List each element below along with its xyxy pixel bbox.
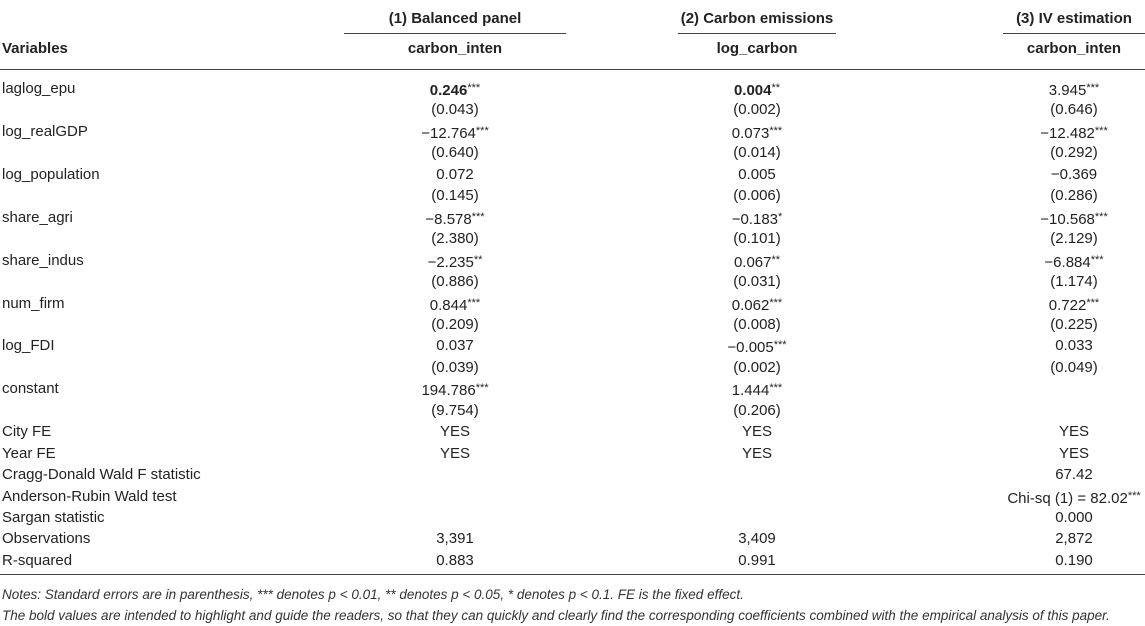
- cell-value: (2.380): [431, 230, 479, 248]
- table-row: [0, 78, 1145, 99]
- col3-cell: [1003, 250, 1145, 273]
- significance-stars: **: [473, 253, 483, 266]
- row-label: City FE: [2, 423, 52, 441]
- significance-stars: ***: [1094, 124, 1108, 137]
- col1-cell: [344, 142, 566, 163]
- col2-cell: [678, 121, 836, 144]
- table-row: [0, 250, 1145, 271]
- cell-value: 0.246: [429, 82, 468, 99]
- col3-dependent-var: carbon_inten: [1026, 40, 1122, 57]
- significance-stars: ***: [475, 124, 489, 137]
- cell-value: 0.037: [436, 337, 474, 355]
- row-label: Anderson-Rubin Wald test: [2, 487, 177, 505]
- col1-cell: [344, 378, 566, 401]
- col1-cell: [344, 207, 566, 230]
- col1-cell: [344, 228, 566, 249]
- cell-value: (0.002): [733, 101, 781, 119]
- cell-value: 0.067: [733, 253, 772, 271]
- significance-stars: **: [771, 82, 781, 94]
- significance-stars: ***: [467, 296, 481, 309]
- cell-value: −12.764: [421, 124, 476, 142]
- cell-value: 0.722: [1048, 296, 1087, 314]
- table-row: [0, 400, 1145, 421]
- col3-cell: [1003, 335, 1145, 356]
- cell-value: (0.043): [431, 101, 479, 119]
- table-row: [0, 314, 1145, 335]
- col2-cell: [678, 207, 836, 230]
- table-row: [0, 99, 1145, 120]
- table-row: [0, 121, 1145, 142]
- cell-value: YES: [741, 423, 772, 441]
- row-label: Sargan statistic: [2, 509, 105, 526]
- col3-cell: [1003, 142, 1145, 163]
- col2-cell: [678, 443, 836, 464]
- cell-value: 0.883: [436, 551, 474, 569]
- significance-stars: *: [778, 210, 783, 223]
- col3-cell: [1003, 293, 1145, 316]
- significance-stars: ***: [769, 124, 783, 137]
- significance-stars: ***: [1090, 253, 1104, 266]
- col3-title-rule: [1003, 33, 1145, 34]
- row-label: log_population: [2, 165, 100, 183]
- col3-cell: [1003, 507, 1145, 528]
- col1-cell: [344, 550, 566, 571]
- cell-value: −8.578: [425, 210, 472, 228]
- cell-value: (9.754): [431, 401, 479, 419]
- col2-title-rule: [678, 33, 836, 34]
- col2-title: (2) Carbon emissions: [680, 10, 834, 27]
- cell-value: 0.991: [738, 551, 776, 569]
- cell-value: 0.844: [429, 296, 468, 314]
- col1-cell: [344, 185, 566, 206]
- col1-cell: [344, 250, 566, 273]
- cell-value: (0.145): [431, 187, 479, 205]
- cell-value: 0.004: [733, 82, 772, 99]
- cell-value: −12.482: [1040, 124, 1095, 142]
- col3-cell: [1003, 207, 1145, 230]
- significance-stars: ***: [1086, 82, 1100, 94]
- col3-cell: [1003, 421, 1145, 442]
- col1-cell: [344, 357, 566, 378]
- cell-value: (0.886): [431, 273, 479, 291]
- significance-stars: ***: [467, 82, 481, 94]
- significance-stars: ***: [769, 296, 783, 309]
- table-row: [0, 486, 1145, 507]
- cell-value: (0.225): [1050, 315, 1098, 333]
- cell-value: YES: [741, 444, 772, 462]
- table-row: [0, 207, 1145, 228]
- significance-stars: ***: [475, 382, 489, 395]
- cell-value: 194.786: [421, 382, 476, 400]
- col1-cell: [344, 164, 566, 185]
- col2-cell: [678, 421, 836, 442]
- cell-value: (0.286): [1050, 187, 1098, 205]
- cell-value: −2.235: [427, 253, 474, 271]
- col1-cell: [344, 400, 566, 421]
- col1-cell: [344, 335, 566, 356]
- col1-dependent-var: carbon_inten: [407, 40, 503, 57]
- cell-value: −0.369: [1050, 165, 1098, 183]
- row-label: constant: [2, 380, 59, 398]
- header-row-titles: [0, 8, 1145, 29]
- cell-value: 0.190: [1055, 551, 1093, 569]
- cell-value: Chi-sq (1) = 82.02: [1007, 489, 1128, 507]
- col2-cell: [678, 400, 836, 421]
- col2-cell: [678, 78, 836, 101]
- notes-line-2: The bold values are intended to highlight and guide the readers, so that they can quickly and clearly find the corresponding coefficients combined with the empirical analysis of this paper.: [2, 608, 1110, 623]
- col2-cell: [678, 293, 836, 316]
- header-row-dependent-vars: [0, 38, 1145, 59]
- table-row: [0, 528, 1145, 549]
- header-bottom-rule: [0, 69, 1145, 70]
- col2-cell: [678, 378, 836, 401]
- cell-value: (1.174): [1050, 273, 1098, 291]
- cell-value: 67.42: [1055, 466, 1093, 484]
- cell-value: −6.884: [1044, 253, 1091, 271]
- table-row: [0, 464, 1145, 485]
- cell-value: 0.062: [731, 296, 770, 314]
- cell-value: 0.072: [436, 165, 474, 183]
- col3-cell: [1003, 486, 1145, 509]
- row-label: share_agri: [2, 208, 73, 226]
- row-label: log_realGDP: [2, 122, 88, 140]
- table-row: [0, 443, 1145, 464]
- col2-cell: [678, 528, 836, 549]
- cell-value: YES: [1058, 444, 1089, 462]
- table-row: [0, 185, 1145, 206]
- col3-title: (3) IV estimation: [1016, 10, 1132, 27]
- cell-value: (0.209): [431, 315, 479, 333]
- col1-title: (1) Balanced panel: [388, 10, 522, 27]
- table-row: [0, 507, 1145, 528]
- cell-value: (0.640): [431, 144, 479, 162]
- col2-cell: [678, 271, 836, 292]
- col3-cell: [1003, 164, 1145, 185]
- cell-value: (2.129): [1050, 230, 1098, 248]
- cell-value: (0.101): [733, 230, 781, 248]
- row-label: num_firm: [2, 294, 65, 312]
- table-row: [0, 293, 1145, 314]
- cell-value: YES: [439, 444, 470, 462]
- table-bottom-rule: [0, 574, 1145, 575]
- col1-cell: [344, 314, 566, 335]
- col2-dependent-var: log_carbon: [716, 40, 798, 57]
- cell-value: (0.049): [1050, 358, 1098, 376]
- significance-stars: **: [771, 253, 781, 266]
- col1-cell: [344, 78, 566, 101]
- table-row: [0, 421, 1145, 442]
- table-row: [0, 142, 1145, 163]
- cell-value: (0.292): [1050, 144, 1098, 162]
- significance-stars: ***: [1086, 296, 1100, 309]
- table-row: [0, 378, 1145, 399]
- col2-cell: [678, 250, 836, 273]
- notes-line-1: Notes: Standard errors are in parenthesis, *** denotes p < 0.01, ** denotes p < 0.05, * denotes p < 0.1. FE is the fixed effect.: [2, 587, 744, 602]
- cell-value: (0.002): [733, 358, 781, 376]
- significance-stars: ***: [773, 339, 787, 352]
- row-label: Year FE: [2, 444, 56, 462]
- cell-value: (0.008): [733, 315, 781, 333]
- table-row: [0, 335, 1145, 356]
- col2-cell: [678, 550, 836, 571]
- col2-cell: [678, 99, 836, 120]
- cell-value: 3,391: [436, 530, 474, 548]
- col3-cell: [1003, 443, 1145, 464]
- cell-value: 0.005: [738, 165, 776, 183]
- row-label: log_FDI: [2, 337, 55, 355]
- table-row: [0, 357, 1145, 378]
- significance-stars: ***: [471, 210, 485, 223]
- table-row: [0, 164, 1145, 185]
- cell-value: (0.014): [733, 144, 781, 162]
- col1-cell: [344, 99, 566, 120]
- col2-cell: [678, 164, 836, 185]
- significance-stars: ***: [1127, 489, 1141, 502]
- table-row: [0, 228, 1145, 249]
- col2-cell: [678, 357, 836, 378]
- col2-cell: [678, 228, 836, 249]
- row-label: share_indus: [2, 251, 84, 269]
- cell-value: −0.005: [727, 339, 774, 357]
- col1-title-rule: [344, 33, 566, 34]
- table-row: [0, 550, 1145, 571]
- col3-cell: [1003, 528, 1145, 549]
- cell-value: 0.033: [1055, 337, 1093, 355]
- col1-cell: [344, 121, 566, 144]
- col1-cell: [344, 528, 566, 549]
- col3-cell: [1003, 78, 1145, 101]
- row-label: R-squared: [2, 551, 73, 569]
- cell-value: 3.945: [1048, 82, 1087, 99]
- cell-value: (0.039): [431, 358, 479, 376]
- cell-value: (0.206): [733, 401, 781, 419]
- col3-cell: [1003, 99, 1145, 120]
- cell-value: (0.031): [733, 273, 781, 291]
- cell-value: (0.006): [733, 187, 781, 205]
- cell-value: 0.073: [731, 124, 770, 142]
- col3-cell: [1003, 185, 1145, 206]
- col1-cell: [344, 293, 566, 316]
- col3-cell: [1003, 314, 1145, 335]
- col3-cell: [1003, 228, 1145, 249]
- row-label: Cragg-Donald Wald F statistic: [2, 466, 201, 484]
- row-label: Observations: [2, 530, 91, 548]
- cell-value: YES: [1058, 423, 1089, 441]
- col1-cell: [344, 271, 566, 292]
- cell-value: 2,872: [1055, 530, 1093, 548]
- cell-value: (0.646): [1050, 101, 1098, 119]
- col2-cell: [678, 142, 836, 163]
- cell-value: YES: [439, 423, 470, 441]
- col2-cell: [678, 314, 836, 335]
- cell-value: 3,409: [738, 530, 776, 548]
- col3-cell: [1003, 271, 1145, 292]
- cell-value: −10.568: [1040, 210, 1095, 228]
- col2-cell: [678, 335, 836, 358]
- significance-stars: ***: [1094, 210, 1108, 223]
- col3-cell: [1003, 550, 1145, 571]
- row-label: laglog_epu: [2, 80, 76, 97]
- col3-cell: [1003, 121, 1145, 144]
- col3-cell: [1003, 357, 1145, 378]
- cell-value: 1.444: [731, 382, 770, 400]
- cell-value: 0.000: [1055, 509, 1093, 526]
- col1-cell: [344, 443, 566, 464]
- variables-label: Variables: [2, 40, 68, 57]
- significance-stars: ***: [769, 382, 783, 395]
- cell-value: −0.183: [731, 210, 778, 228]
- col1-cell: [344, 421, 566, 442]
- col3-cell: [1003, 464, 1145, 485]
- col2-cell: [678, 185, 836, 206]
- table-row: [0, 271, 1145, 292]
